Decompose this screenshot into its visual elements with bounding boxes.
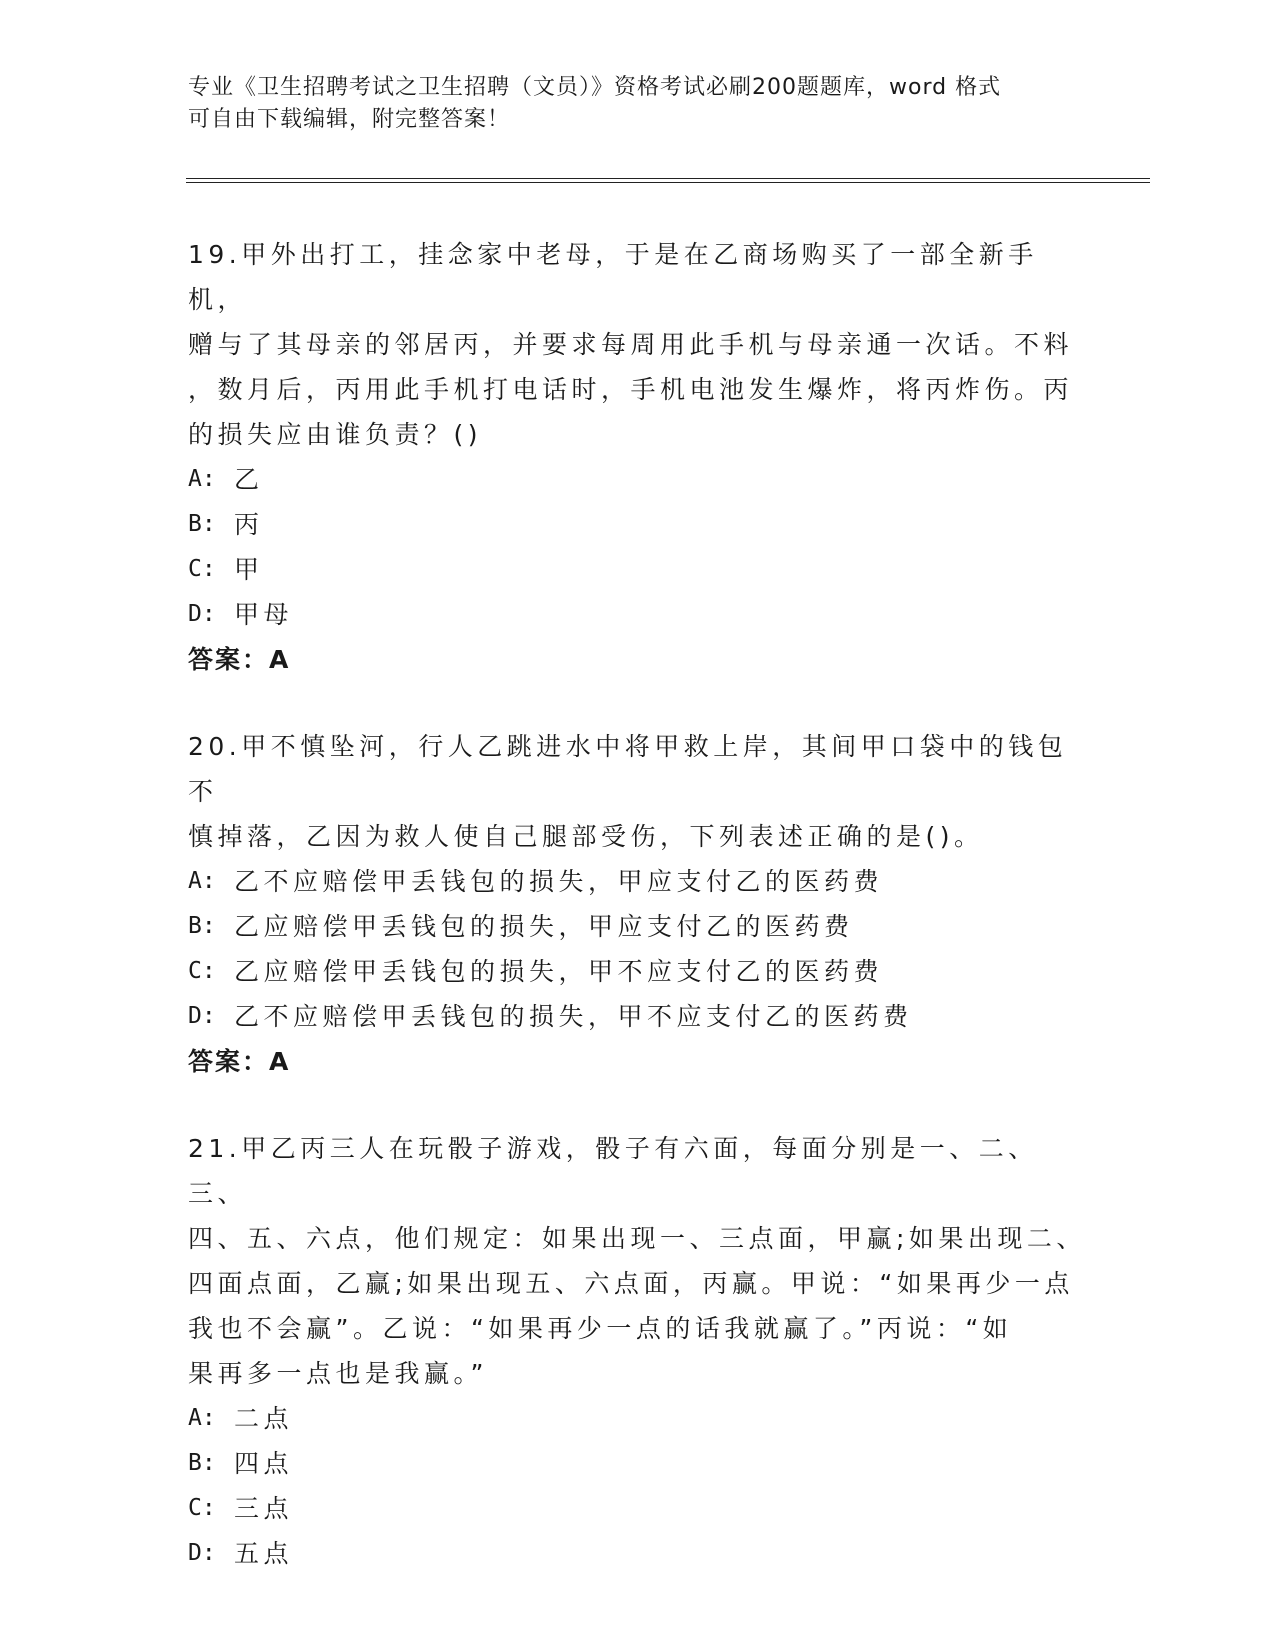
option-text: 甲母: [234, 600, 294, 629]
option-letter: C:: [188, 556, 216, 582]
document-header: 专业《卫生招聘考试之卫生招聘（文员）》资格考试必刷200题题库，word 格式 可自由下载编辑，附完整答案！: [188, 75, 1002, 132]
option-letter: D:: [188, 601, 216, 627]
option-text: 二点: [234, 1404, 294, 1433]
question-stem: 19.甲外出打工，挂念家中老母，于是在乙商场购买了一部全新手机， 赠与了其母亲的邻居丙，并要求每周用此手机与母亲通一次话。不料 ，数月后，丙用此手机打电话时，手机电池发生爆炸，将丙炸伤。丙 的损失应由谁负责？(): [188, 240, 1074, 449]
option-letter: D:: [188, 1003, 216, 1029]
option-d: [188, 592, 1088, 637]
option-letter: A:: [188, 466, 216, 492]
option-b: [188, 502, 1088, 547]
option-letter: C:: [188, 958, 216, 984]
option-letter: A:: [188, 868, 216, 894]
option-c: [188, 1486, 1088, 1531]
option-text: 三点: [234, 1494, 294, 1523]
option-b: [188, 1441, 1088, 1486]
option-text: 四点: [234, 1449, 294, 1478]
question-list: [188, 232, 1088, 1618]
option-letter: B:: [188, 511, 216, 537]
header-divider-top: [186, 178, 1150, 179]
option-letter: B:: [188, 913, 216, 939]
option-b: [188, 904, 1088, 949]
option-c: [188, 547, 1088, 592]
option-text: 乙: [234, 465, 264, 494]
option-text: 甲: [234, 555, 264, 584]
option-d: [188, 1531, 1088, 1576]
option-letter: D:: [188, 1540, 216, 1566]
option-letter: A:: [188, 1405, 216, 1431]
option-letter: B:: [188, 1450, 216, 1476]
option-text: 乙应赔偿甲丢钱包的损失，甲应支付乙的医药费: [234, 912, 854, 941]
option-text: 乙应赔偿甲丢钱包的损失，甲不应支付乙的医药费: [234, 957, 884, 986]
answer-line: 答案：A: [188, 645, 291, 674]
question-stem: 20.甲不慎坠河，行人乙跳进水中将甲救上岸，其间甲口袋中的钱包不 慎掉落，乙因为救人使自己腿部受伤，下列表述正确的是()。: [188, 732, 1068, 851]
question-20: [188, 724, 1088, 1084]
option-text: 丙: [234, 510, 264, 539]
option-c: [188, 949, 1088, 994]
option-text: 乙不应赔偿甲丢钱包的损失，甲应支付乙的医药费: [234, 867, 884, 896]
option-text: 乙不应赔偿甲丢钱包的损失，甲不应支付乙的医药费: [234, 1002, 913, 1031]
question-stem: 21.甲乙丙三人在玩骰子游戏，骰子有六面，每面分别是一、二、三、 四、五、六点，他们规定：如果出现一、三点面，甲赢;如果出现二、 四面点面，乙赢;如果出现五、六点面，丙赢。甲说：“如果再少一点 我也不会赢”。乙说：“如果再少一点的话我就赢了。”丙说：“如 果再多一点也是我赢。”: [188, 1134, 1086, 1388]
option-letter: C:: [188, 1495, 216, 1521]
answer-line: 答案：A: [188, 1047, 291, 1076]
option-a: [188, 859, 1088, 904]
question-19: [188, 232, 1088, 682]
question-21: [188, 1126, 1088, 1576]
option-d: [188, 994, 1088, 1039]
option-a: [188, 457, 1088, 502]
header-divider-bottom: [186, 182, 1150, 183]
option-text: 五点: [234, 1539, 294, 1568]
option-a: [188, 1396, 1088, 1441]
